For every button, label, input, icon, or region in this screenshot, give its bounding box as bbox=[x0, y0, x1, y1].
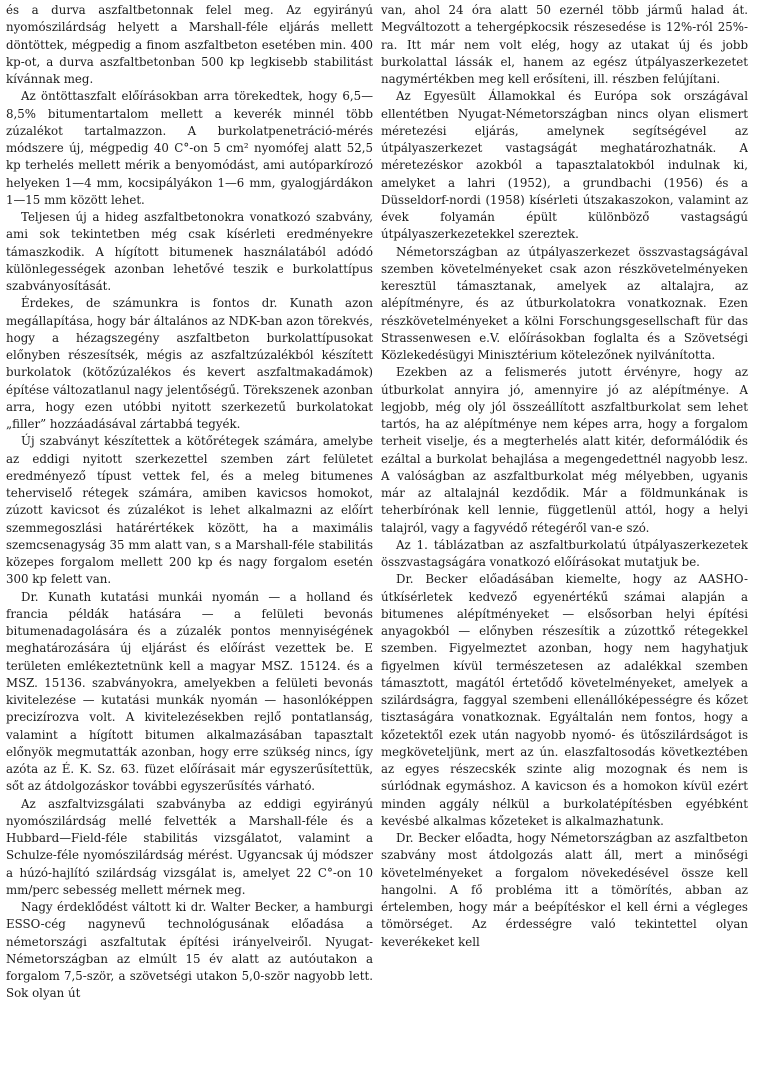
paragraph: Dr. Kunath kutatási munkái nyomán — a holland és francia példák hatására — a felületi bevonás bitumenadagolására és a zúzalék pontos mennyiségének meghatározására új eljárást és előírást vezettek be. E területen emlékeztetnünk kell a magyar MSZ. 15124. és a MSZ. 15136. szabványokra, amelyekben a felületi bevonás kivitelezése — kutatási munkák nyomán — hasonlóképpen precizírozva volt. A kivitelezésekben rejlő pontatlanság, valamint a hígított bitumen alkalmazásában tapasztalt előnyök megmutatták azonban, hogy erre szükség nincs, így azóta az É. K. Sz. 63. füzet előírásait már egyszerűsítettük, sőt az átdolgozáskor további egyszerűsítés várható. bbox=[6, 589, 373, 794]
paragraph: Az Egyesült Államokkal és Európa sok országával ellentétben Nyugat-Németországban nincs olyan elismert méretezési eljárás, amelynek segítségével az útpályaszerkezet vastagságát meghatározhatnák. A méretezéskor azokból a tapasztalatokból indulnak ki, amelyket a lahri (1952), a grundbachi (1956) és a Düsseldorf-nordi (1958) kísérleti útszakaszokon, valamint az évek folyamán épült különböző vastagságú útpályaszerkezetekkel szereztek. bbox=[381, 89, 748, 242]
paragraph: Az 1. táblázatban az aszfaltburkolatú útpályaszerkezetek összvastagságára vonatkozó előírásokat mutatjuk be. bbox=[381, 537, 748, 569]
paragraph: Az öntöttaszfalt előírásokban arra törekedtek, hogy 6,5—8,5% bitumentartalom mellett a keverék minnél több zúzalékot tartalmazzon. A burkolatpenetráció-mérés módszere új, mégpedig 40 C°-on 5 cm² nyomófej alatt 52,5 kp terhelés mellett mérik a benyomódást, ami autóparkírozó helyeken 1—4 mm, kocsipályákon 1—6 mm, gyalogjárdákon 1—15 mm között lehet. bbox=[6, 89, 373, 207]
paragraph: Új szabványt készítettek a kötőrétegek számára, amelybe az eddigi nyitott szerkezettel szemben zárt felületet eredményező típust vettek fel, és a meleg bitumenes teherviselő rétegek számára, amiben kavicsos homokot, zúzott kavicsot és zúzalékot is lehet alkalmazni az előírt szemmegoszlási határértékek között, ha a maximális szemcsenagyság 35 mm alatt van, s a Marshall-féle stabilitás közepes forgalom mellett 200 kp és nagy forgalom esetén 300 kp felett van. bbox=[6, 434, 373, 587]
paragraph: Teljesen új a hideg aszfaltbetonokra vonatkozó szabvány, ami sok tekintetben még csak kísérleti eredményekre támaszkodik. A hígított bitumenek használatából adódó különlegességek azonban lehetővé teszik e burkolattípus szabványosítását. bbox=[6, 210, 373, 293]
paragraph: Németországban az útpályaszerkezet összvastagságával szemben követelményeket csak azon részkövetelményeken keresztül támasztanak, amelyek az altalajra, az alépítményre, és az útburkolatokra vonatkoznak. Ezen részkövetelményeket a kölni Forschungsgesellschaft für das Strassenwesen e.V. előírásokban foglalta és a Szövetségi Közlekedésügyi Minisztérium kötelezőnek nyilvánította. bbox=[381, 244, 748, 362]
right-column bbox=[381, 2, 748, 1069]
left-column bbox=[6, 2, 373, 1069]
paragraph: Nagy érdeklődést váltott ki dr. Walter Becker, a hamburgi ESSO-cég nagynevű technológusának előadása a németországi aszfaltutak építési irányelveiről. Nyugat-Németországban az elmúlt 15 év alatt az autóutakon a forgalom 7,5-ször, a szövetségi utakon 5,0-ször nagyobb lett. Sok olyan út bbox=[6, 900, 373, 1001]
paragraph: Dr. Becker előadta, hogy Németországban az aszfaltbeton szabvány most átdolgozás alatt áll, mert a minőségi követelményeket a forgalom növekedésével össze kell hangolni. A fő probléma itt a tömörítés, abban az értelemben, hogy már a beépítéskor el kell érni a végleges tömörséget. Az érdességre való tekintettel olyan keverékeket kell bbox=[381, 831, 748, 949]
paragraph: van, ahol 24 óra alatt 50 ezernél több jármű halad át. Megváltozott a tehergépkocsik részesedése is 12%-ról 25%-ra. Itt már nem volt elég, hogy az utakat új és jobb burkolattal lássák el, hanem az egész útpályaszerkezetet nagymértékben meg kell erősíteni, ill. részben felújítani. bbox=[381, 3, 748, 86]
paragraph: és a durva aszfaltbetonnak felel meg. Az egyirányú nyomószilárdság helyett a Marshall-féle eljárás mellett döntöttek, mégpedig a finom aszfaltbeton esetében min. 400 kp-ot, a durva aszfaltbetonban 500 kp legkisebb stabilitást kívánnak meg. bbox=[6, 3, 373, 86]
paragraph: Érdekes, de számunkra is fontos dr. Kunath azon megállapítása, hogy bár általános az NDK-ban azon törekvés, hogy a hézagszegény aszfaltbeton burkolattípusokat előnyben részesítsék, mégis az aszfaltzúzalékból készített burkolatok (kötőzúzalékos és kevert aszfaltmakadámok) építése változatlanul nagy jelentőségű. Törekszenek azonban arra, hogy ezen utóbbi nyitott szerkezetű burkolatokat „filler” hozzáadásával zártabbá tegyék. bbox=[6, 296, 373, 431]
paragraph: Dr. Becker előadásában kiemelte, hogy az AASHO-útkísérletek kedvező egyenértékű számai alapján a bitumenes alépítményeket — elsősorban helyi építési anyagokból — előnyben részesítik a zúzottkő rétegekkel szemben. Figyelmeztet azonban, hogy nem hagyhatjuk figyelmen kívül természetesen az adalékkal szemben támasztott, magától értetődő követelményeket, amelyek a szilárdságra, faggyal szembeni ellenállóképességre és kőzet tisztaságára vonatkoznak. Egyáltalán nem fontos, hogy a kőzetektől ezek után nagyobb nyomó- és ütőszilárdságot is megköveteljünk, mert az ún. elaszfaltosodás következtében az egyes részecskék szinte alig mozognak és nem is súrlódnak egymáshoz. A kavicson és a homokon kívül ezért minden aggály nélkül a burkolatépítésben egyébként kevésbé alkalmas kőzeteket is alkalmazhatunk. bbox=[381, 572, 748, 828]
paragraph: Az aszfaltvizsgálati szabványba az eddigi egyirányú nyomószilárdság mellé felvették a Marshall-féle és a Hubbard—Field-féle stabilitás vizsgálatot, valamint a Schulze-féle nyomószilárdság mérést. Ugyancsak új módszer a húzó-hajlító szilárdság vizsgálat is, amelyet 22 C°-on 10 mm/perc sebesség mellett mérnek meg. bbox=[6, 796, 373, 897]
paragraph: Ezekben az a felismerés jutott érvényre, hogy az útburkolat annyira jó, amennyire jó az alépítménye. A legjobb, még oly jól összeállított aszfaltburkolat sem lehet tartós, ha az alépítménye nem képes arra, hogy a forgalom terheit viselje, és a megterhelés alatt kitér, deformálódik és ezáltal a burkolat behajlása a megengedettnél nagyobb lesz. A valóságban az aszfaltburkolat még mélyebben, ugyanis már az altalajnál kezdődik. Már a földmunkának is teherbírónak kell lennie, függetlenül attól, hogy a helyi talajról, vagy a fagyvédő rétegéről van-e szó. bbox=[381, 365, 748, 535]
